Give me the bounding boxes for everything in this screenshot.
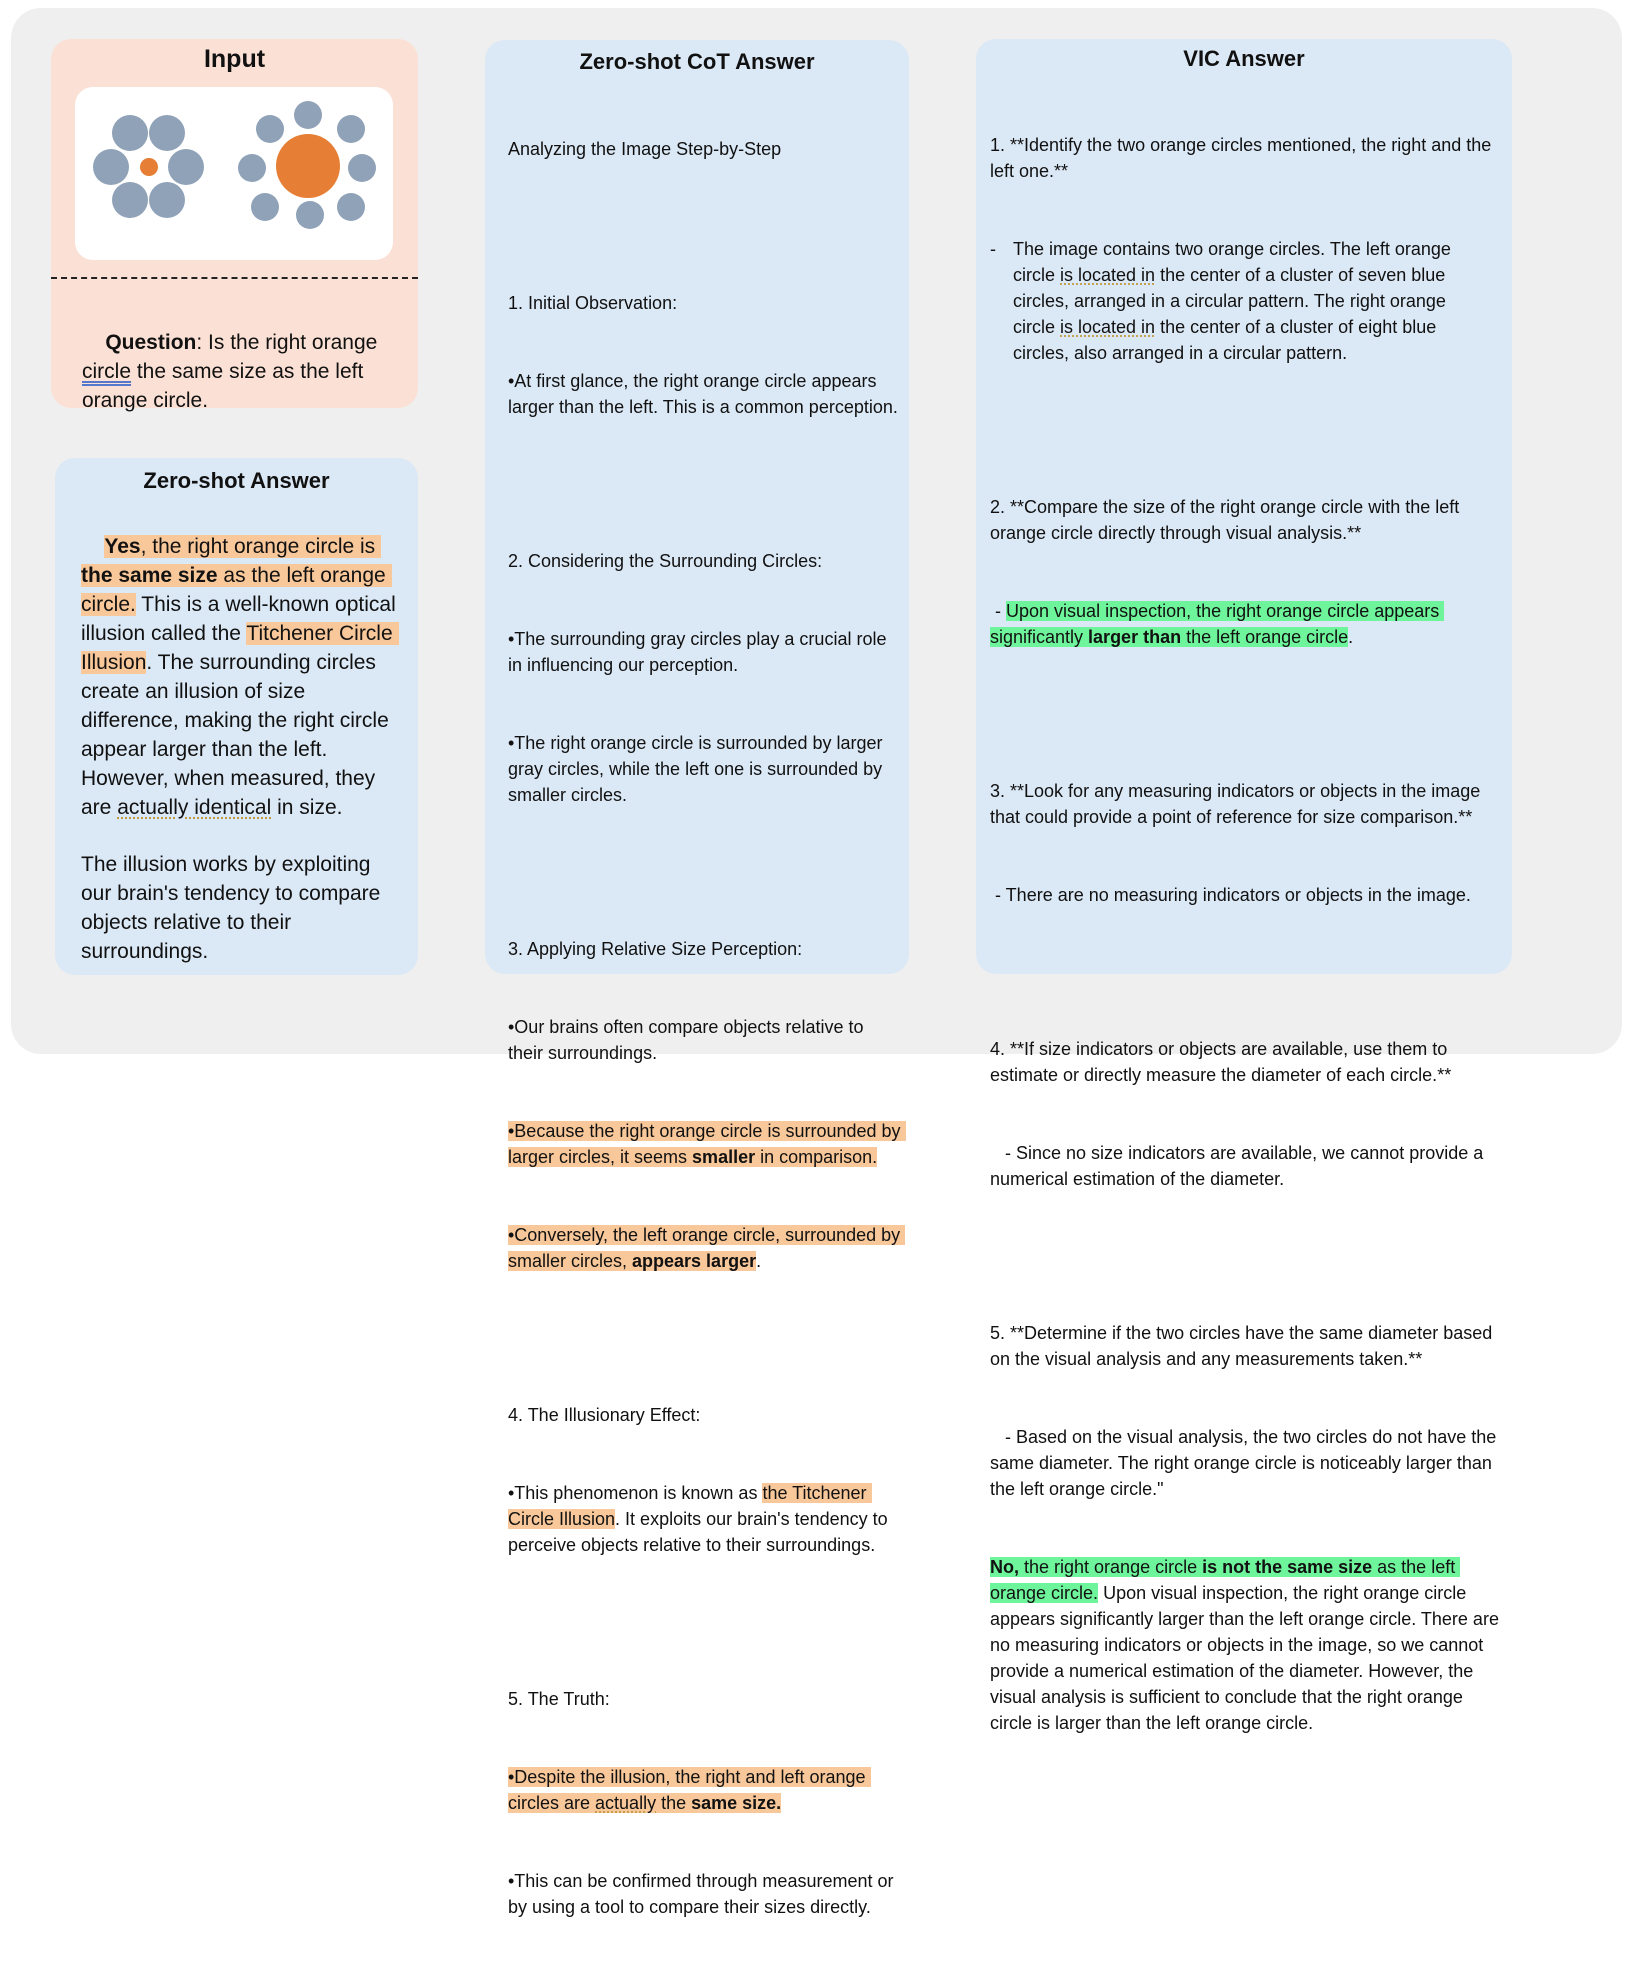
question-label: Question: [105, 331, 197, 354]
cot-step-2-heading: 2. Considering the Surrounding Circles:: [508, 551, 823, 571]
right-surround-circle: [337, 115, 365, 143]
vic-title: VIC Answer: [1183, 46, 1305, 71]
right-surround-circle: [294, 101, 322, 129]
cot-step-3-bullet: •Our brains often compare objects relative to their surroundings.: [508, 1017, 869, 1063]
zeroshot-panel: [55, 458, 418, 975]
vic-step-1-item: - The image contains two orange circles. The left orange circle is located in the center of a cluster of seven blue circles, arranged in a circular pattern. The right orange circle is located in the center of a cluster of eight blue circles, also arranged in a circular pattern.: [990, 239, 1456, 363]
vic-step-4-heading: 4. **If size indicators or objects are available, use them to estimate or directly measure the diameter of each circle.**: [990, 1039, 1453, 1085]
vic-body: [990, 80, 1505, 1788]
cot-step-4-bullet: •This phenomenon is known as the Titchener Circle Illusion. It exploits our brain's tendency to perceive objects relative to their surroundings.: [508, 1483, 893, 1555]
right-surround-circle: [337, 193, 365, 221]
cot-step-3-heading: 3. Applying Relative Size Perception:: [508, 939, 803, 959]
vic-step-1-heading: 1. **Identify the two orange circles mentioned, the right and the left one.**: [990, 135, 1497, 181]
right-surround-circle: [348, 154, 376, 182]
vic-step-2-item: - Upon visual inspection, the right orange circle appears significantly larger than the left orange circle.: [990, 601, 1445, 647]
titchener-illusion-figure: [75, 87, 393, 260]
zeroshot-paragraph-2: The illusion works by exploiting our brain's tendency to compare objects relative to their surroundings.: [81, 853, 387, 963]
right-surround-circle: [251, 193, 279, 221]
cot-title: Zero-shot CoT Answer: [579, 49, 815, 74]
right-surround-circle: [296, 201, 324, 229]
input-title: Input: [203, 45, 266, 73]
dash-dot-divider: [51, 277, 418, 279]
vic-panel: [976, 39, 1512, 1733]
cot-step-5-bullet: •Despite the illusion, the right and left orange circles are actually the same size.: [508, 1767, 871, 1813]
cot-step-2-bullet: •The right orange circle is surrounded by larger gray circles, while the left one is surrounded by smaller circles.: [508, 733, 888, 805]
left-surround-circle: [112, 115, 148, 151]
cot-step-5-bullet: •This can be confirmed through measurement or by using a tool to compare their sizes directly.: [508, 1871, 899, 1917]
right-orange-circle: [276, 134, 340, 198]
vic-step-3-item: - There are no measuring indicators or objects in the image.: [990, 885, 1471, 905]
left-surround-circle: [149, 182, 185, 218]
input-panel: [51, 39, 418, 412]
left-surround-circle: [112, 182, 148, 218]
vic-step-3-heading: 3. **Look for any measuring indicators or objects in the image that could provide a point of reference for size comparison.**: [990, 781, 1486, 827]
vic-step-4-item: - Since no size indicators are available, we cannot provide a numerical estimation of the diameter.: [990, 1143, 1489, 1189]
cot-step-1-bullet: •At first glance, the right orange circle appears larger than the left. This is a common perception.: [508, 371, 898, 417]
question-text: Question: Is the right orange circle the same size as the left orange circle.: [82, 331, 384, 412]
cot-step-3-bullet: •Conversely, the left orange circle, surrounded by smaller circles, appears larger.: [508, 1225, 906, 1271]
cot-intro: Analyzing the Image Step-by-Step: [508, 139, 782, 159]
vic-step-2-heading: 2. **Compare the size of the right orange circle with the left orange circle directly through visual analysis.**: [990, 497, 1465, 543]
cot-panel: [485, 40, 909, 1917]
cot-step-3-bullet: •Because the right orange circle is surrounded by larger circles, it seems smaller in comparison.: [508, 1121, 906, 1167]
cot-step-5-heading: 5. The Truth:: [508, 1689, 610, 1709]
right-surround-circle: [256, 115, 284, 143]
illusion-image: [75, 87, 393, 260]
cot-step-1-heading: 1. Initial Observation:: [508, 293, 678, 313]
left-surround-circle: [149, 115, 185, 151]
cot-step-2-bullet: •The surrounding gray circles play a crucial role in influencing our perception.: [508, 629, 892, 675]
left-surround-circle: [93, 149, 129, 185]
vic-step-5-item: - Based on the visual analysis, the two circles do not have the same diameter. The right orange circle is noticeably larger than the left orange circle.": [990, 1427, 1502, 1499]
cot-step-4-heading: 4. The Illusionary Effect:: [508, 1405, 701, 1425]
left-orange-circle: [140, 158, 158, 176]
zeroshot-answer-text: Yes, the right orange circle is the same size as the left orange circle. This is a well-known optical illusion called the Titchener Circle Illusion. The surrounding circles create an illusion of size difference, making the right circle appear larger than the left. However, when measured, they are actually identical in size.: [81, 535, 402, 819]
vic-final-answer: No, the right orange circle is not the same size as the left orange circle. Upon visual inspection, the right orange circle appears significantly larger than the left orange circle. There are no measuring indicators or objects in the image, so we cannot provide a numerical estimation of the diameter. However, the visual analysis is sufficient to conclude that the right orange circle is larger than the left orange circle.: [990, 1557, 1504, 1733]
cot-body: [508, 84, 906, 1972]
zeroshot-title: Zero-shot Answer: [143, 468, 330, 493]
right-surround-circle: [238, 154, 266, 182]
vic-step-5-heading: 5. **Determine if the two circles have the same diameter based on the visual analysis and any measurements taken.**: [990, 1323, 1498, 1369]
left-surround-circle: [168, 149, 204, 185]
